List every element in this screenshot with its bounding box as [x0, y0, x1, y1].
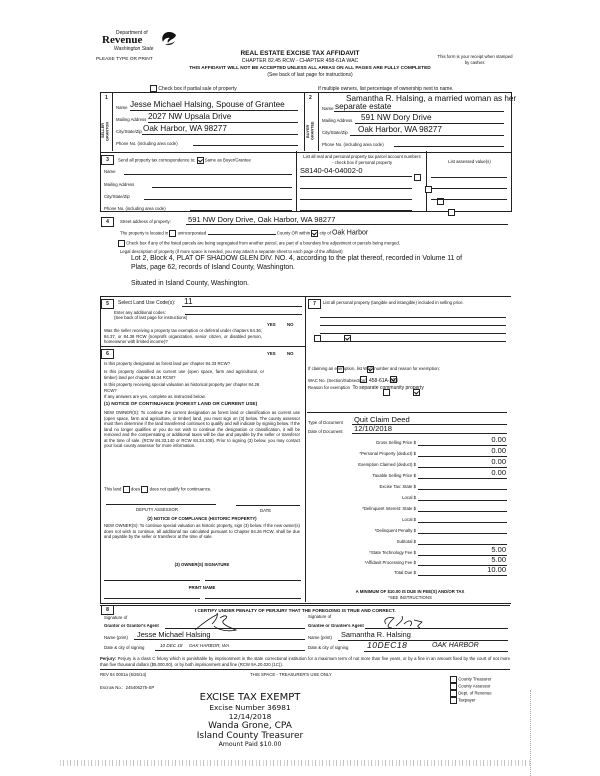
deputy-assessor-label: DEPUTY ASSESSOR — [136, 507, 178, 512]
grantee-city-field[interactable]: OAK HARBOR — [432, 642, 479, 649]
copy-county-treasurer: County Treasurer — [450, 676, 492, 683]
partial-sale-row — [150, 85, 237, 92]
grantor-name-label: Name (print) — [104, 635, 128, 640]
doc-date-field[interactable]: 12/10/2018 — [354, 424, 393, 433]
s6-if-yes: If any answers are yes, complete as instructed below. — [104, 394, 206, 399]
s5-yes-header: YES — [267, 322, 276, 327]
grantee-sig-label-1: Signature of — [308, 614, 332, 619]
assessed-value-3[interactable] — [431, 199, 507, 200]
partial-sale-label: Check box if partial sale of property — [158, 85, 237, 92]
city-checkbox[interactable] — [311, 230, 318, 237]
land-use-label: Select Land Use Code(s): — [118, 300, 176, 306]
page-edge — [530, 690, 531, 776]
additional-codes-field[interactable] — [185, 314, 302, 315]
s6-no-header: NO — [287, 351, 294, 356]
personal-property-line-3[interactable] — [320, 333, 506, 334]
s5-exemption-question: Was the seller receiving a property tax exemption or deferral under chapters 84.36, 84.37, or 84.38 RCW (nonprofit organization, senior citizen, or disabled person, homeowner with limited income)? — [104, 328, 262, 344]
send-correspondence-label: Send all property tax correspondence to: Same as Buyer/Grantee — [118, 157, 251, 163]
stamp-date: 12/14/2018 — [228, 711, 272, 721]
land-qualify-row: This land does does not qualify for continuance. — [104, 486, 212, 492]
legal-line-2: Plats, page 62, records of Island County, Washington. — [131, 264, 295, 271]
instructions-note: (See back of last page for instructions) — [267, 72, 353, 78]
grantor-date-city-field[interactable]: 10 DEC 18 OAK HARBOR, WA — [160, 643, 230, 648]
parcel-4[interactable] — [300, 210, 412, 211]
amount-label-subtotal: Subtotal $ — [396, 539, 416, 544]
escrow-number: 245406275-SP — [125, 685, 155, 690]
seller-address-field[interactable]: 2027 NW Upsala Drive — [148, 112, 232, 121]
county-field[interactable] — [208, 234, 276, 235]
grantee-name-label: Name (print) — [308, 635, 332, 640]
parcel-2[interactable] — [300, 188, 412, 189]
amount-excise-state[interactable] — [418, 489, 507, 490]
buyer-grantee-label: BUYER GRANTEE — [306, 121, 315, 141]
county-assessor-checkbox[interactable] — [450, 683, 457, 690]
land-use-field[interactable]: 11 — [184, 297, 193, 306]
perjury-note: Perjury: Perjury is a class C felony which is punishable by imprisonment in the state correctional institution for a maximum term of not more than five years, or by a fine in an amount fixed by the court of not more than five thousand dollars ($5,000.00), or by both imprisonment and fine (RCW 9A.20.020 (1C)). — [100, 656, 510, 667]
section3-number: 3 — [101, 155, 114, 165]
owner-print-line-2[interactable] — [205, 598, 301, 599]
buyer-address-field[interactable]: 591 NW Dory Drive — [361, 113, 432, 122]
send-address-field[interactable] — [152, 187, 292, 188]
doc-type-label: Type of Document — [308, 420, 343, 425]
stamp-exempt: EXCISE TAX EXEMPT — [199, 692, 301, 703]
receipt-note: This form is your receipt when stamped by cashier. — [437, 54, 513, 65]
form-chapter: CHAPTER 82.45 RCW - CHAPTER 458-61A WAC — [241, 58, 359, 64]
owner-print-line-1[interactable] — [104, 598, 200, 599]
treasurer-use-label: THIS SPACE - TREASURER'S USE ONLY — [250, 672, 332, 677]
grantee-date-field[interactable]: 10DEC18 — [367, 640, 408, 650]
seller-city-label: City/State/Zip — [116, 129, 142, 134]
grantee-signature — [378, 612, 428, 632]
copy-county-assessor: County Assessor — [450, 683, 492, 690]
amount-total[interactable]: 10.00 — [487, 565, 506, 574]
grantor-name-field[interactable]: Jesse Michael Halsing — [137, 630, 211, 639]
amount-label-processing-fee: *Affidavit Processing Fee $ — [364, 560, 416, 565]
section7-number: 7 — [308, 299, 321, 309]
buyer-name-line2[interactable]: separate estate — [335, 102, 392, 111]
personal-property-line-4[interactable] — [320, 341, 506, 342]
buyer-city-field[interactable]: Oak Harbor, WA 98277 — [358, 125, 442, 134]
segregated-row: Check box if any of the listed parcels are being segregated from another parcel, are part of a boundary line adjustment or parcels being merged. — [118, 240, 513, 247]
amount-label-taxable: Taxable Selling Price $ — [372, 473, 416, 478]
seller-name-label: Name — [116, 105, 128, 110]
amount-exemption[interactable]: 0.00 — [491, 457, 506, 466]
parcel-4-personal-checkbox[interactable] — [448, 209, 455, 216]
copy-dept-revenue: Dept. of Revenue — [450, 690, 492, 697]
print-name-label: PRINT NAME — [188, 585, 216, 590]
amount-label-exemption: Exemption Claimed (deduct) $ — [358, 462, 416, 467]
s6-q3: Is this property receiving special valuation as historical property per chapter 84.26 RCW? — [104, 382, 260, 393]
owner-signature-line-1[interactable] — [104, 580, 200, 581]
additional-codes-label: Enter any additional codes: — [114, 310, 166, 315]
section6-number: 6 — [101, 349, 114, 359]
section8-number: 8 — [101, 605, 114, 615]
parcel-1-personal-checkbox[interactable] — [414, 174, 421, 181]
section1-number: 1 — [105, 95, 108, 101]
partial-sale-checkbox[interactable] — [150, 85, 157, 92]
amount-label-delinquent-penalty: *Delinquent Penalty $ — [374, 528, 416, 533]
personal-property-label: List all personal property (tangible and intangible) included in selling price. — [323, 300, 464, 305]
amount-label-delinquent-interest-local: Local $ — [402, 517, 416, 522]
amount-taxable[interactable]: 0.00 — [491, 468, 506, 477]
see-instructions-note: *SEE INSTRUCTIONS — [388, 595, 432, 600]
amount-delinquent-interest-state[interactable] — [418, 511, 507, 512]
treasurer-stamp — [170, 692, 330, 748]
amount-label-personal: *Personal Property (deduct) $ — [359, 451, 416, 456]
segregated-checkbox[interactable] — [118, 240, 125, 247]
amount-processing-fee[interactable]: 5.00 — [491, 555, 506, 564]
assessed-value-1[interactable] — [431, 177, 507, 178]
multiple-owners-note: If multiple owners, list percentage of ownership next to name. — [318, 86, 454, 92]
additional-codes-note: (See back of last page for instructions) — [114, 315, 188, 320]
buyer-phone-field[interactable] — [394, 146, 504, 147]
revenue-wordmark: Revenue — [102, 34, 143, 46]
minimum-due-note: A MINIMUM OF $10.00 IS DUE IN FEE(S) AND/OR TAX — [355, 589, 465, 594]
grantor-date-label: Date & city of signing — [104, 645, 145, 650]
parcel-3[interactable] — [300, 199, 412, 200]
grantee-date-label: Date & city of signing — [308, 645, 349, 650]
buyer-city-label: City/State/Zip — [322, 130, 348, 135]
city-field[interactable]: Oak Harbor — [332, 229, 369, 237]
amount-excise-local[interactable] — [418, 500, 507, 501]
send-phone-field[interactable] — [190, 210, 292, 211]
stamp-amount-paid: Amount Paid $10.00 — [218, 741, 282, 748]
amount-gross[interactable]: 0.00 — [491, 435, 506, 444]
buyer-name-label: Name — [322, 106, 334, 111]
seller-phone-label: Phone No. (including area code) — [116, 141, 178, 146]
amount-personal[interactable]: 0.00 — [491, 446, 506, 455]
seller-grantor-label: SELLER GRANTOR — [101, 121, 110, 141]
notice2-title: (2) NOTICE OF COMPLIANCE (HISTORIC PROPERTY) — [147, 516, 257, 521]
washington-state-label: Washington State — [114, 46, 154, 52]
doc-date-label: Date of Document — [308, 429, 343, 434]
copy-taxpayer: Taxpayer — [450, 697, 492, 704]
street-address-label: Street address of property: — [120, 219, 171, 224]
grantor-sig-label-1: Signature of — [104, 615, 128, 620]
amount-label-excise-state: Excise Tax: State $ — [379, 484, 416, 489]
grantor-sig-label-2: Grantor or Grantor's Agent — [104, 623, 159, 628]
seller-address-label: Mailing Address — [116, 117, 147, 122]
certify-statement: I CERTIFY UNDER PENALTY OF PERJURY THAT THE FOREGOING IS TRUE AND CORRECT. — [195, 608, 396, 613]
send-name-label: Name — [104, 169, 116, 174]
dept-revenue-checkbox[interactable] — [450, 690, 457, 697]
notice2-text: NEW OWNER(S): To continue special valuation as historic property, sign (3) below. If the new owner(s) does not wish to continue, all additional tax calculated pursuant to Chapter 84.26 RCW, shall be due and payable by the seller or transferor at the time of sale. — [104, 523, 300, 539]
amount-delinquent-penalty[interactable] — [418, 533, 507, 534]
reason-field[interactable]: To separate community property — [352, 385, 424, 391]
s6-yes-header: YES — [267, 351, 276, 356]
amount-label-delinquent-interest-state: *Delinquent Interest: State $ — [362, 506, 416, 511]
assessor-date-line[interactable] — [236, 505, 300, 506]
form-title: REAL ESTATE EXCISE TAX AFFIDAVIT — [240, 50, 360, 57]
owners-signature-label: (3) OWNER(S) SIGNATURE — [174, 562, 230, 567]
dor-logo — [102, 30, 192, 54]
send-phone-label: Phone No. (including area code) — [104, 206, 166, 211]
wac-field[interactable]: 458-61A-203 — [368, 378, 398, 384]
personal-property-line-2[interactable] — [320, 325, 506, 326]
seller-city-field[interactable]: Oak Harbor, WA 98277 — [143, 124, 227, 133]
section4-number: 4 — [101, 217, 114, 227]
amount-label-excise-local: Local $ — [402, 495, 416, 500]
copy-distribution — [450, 676, 492, 704]
buyer-phone-label: Phone No. (including area code) — [322, 142, 384, 147]
buyer-address-label: Mailing Address — [322, 118, 353, 123]
s6-q2: Is this property classified as current use (open space, farm and agricultural, or timber) land per chapter 84.34 RCW? — [104, 369, 264, 380]
send-name-field[interactable] — [124, 174, 292, 175]
send-city-field[interactable] — [144, 199, 292, 200]
notice1-title: (1) NOTICE OF CONTINUANCE (FOREST LAND OR CURRENT USE) — [104, 402, 258, 407]
amount-label-gross: Gross Selling Price $ — [375, 440, 416, 445]
seller-name-field[interactable]: Jesse Michael Halsing, Spouse of Grantee — [130, 100, 285, 109]
amount-label-total: Total Due $ — [394, 570, 416, 575]
reason-row: Reason for exemption To separate community property — [308, 385, 424, 391]
owner-signature-line-2[interactable] — [205, 580, 301, 581]
taxpayer-checkbox[interactable] — [450, 697, 457, 704]
dor-swirl-icon — [160, 30, 178, 48]
located-row: The property is located in unincorporated County OR within city of Oak Harbor — [120, 229, 369, 237]
send-city-label: City/State/Zip — [104, 194, 130, 199]
stamp-excise-number: Excise Number 36981 — [209, 703, 291, 712]
does-not-qualify-checkbox[interactable] — [141, 486, 148, 493]
s5-no-header: NO — [287, 322, 294, 327]
street-address-field[interactable]: 591 NW Dory Drive, Oak Harbor, WA 98277 — [188, 215, 336, 224]
doc-type-field[interactable]: Quit Claim Deed — [354, 415, 410, 424]
personal-property-line-1[interactable] — [320, 317, 506, 318]
send-address-label: Mailing Address — [104, 182, 135, 187]
does-qualify-checkbox[interactable] — [123, 486, 130, 493]
unincorporated-checkbox[interactable] — [169, 230, 176, 237]
assessed-header: List assessed value(s) — [448, 159, 491, 164]
parcel-header: List all real and personal property tax parcel account numbers - check box if personal property — [303, 154, 421, 165]
parcel-1[interactable]: S8140-04-04002-0 — [300, 166, 363, 175]
assessor-date-label: DATE — [260, 508, 272, 513]
please-type-label: PLEASE TYPE OR PRINT — [96, 57, 153, 62]
scan-artifact — [60, 760, 530, 766]
same-as-buyer-checkbox[interactable] — [197, 157, 204, 164]
notice1-text: NEW OWNER(S): To continue the current designation as forest land or classification as current use (open space, farm and agriculture, or timber) land, you must sign on (3) below. The county assessor must then determine if the land transferred continues to qualify and will indicate by signing below. If the land no longer qualifies or you do not wish to continue the designation or classification, it will be removed and the compensating or additional taxes will be due and payable by the seller or transferor at the time of sale. (RCW 84.33.140 or RCW 84.34.108). Prior to signing (3) below, you may contact your local county assessor for more information. — [104, 410, 300, 448]
exemption-claim-label: If claiming an exemption, list WAC number and reason for exemption: — [308, 366, 440, 371]
buyer-name-line1[interactable]: Samantha R. Halsing, a married woman as her — [346, 94, 517, 103]
legal-description-label: Legal description of property (if more space is needed, you may attach a separate sheet to each page of the affidavit) — [120, 249, 343, 254]
amount-label-tech-fee: *State Technology Fee $ — [369, 550, 416, 555]
amount-delinquent-interest-local[interactable] — [418, 522, 507, 523]
legal-line-3: Situated in Island County, Washington. — [131, 280, 249, 287]
stamp-treasurer-name: Wanda Grone, CPA — [208, 721, 292, 731]
seller-phone-field[interactable] — [193, 145, 298, 146]
grantee-sig-label-2: Grantee or Grantee's Agent — [308, 623, 364, 628]
dept-of-label: Department of — [116, 30, 148, 36]
assessed-value-2[interactable] — [431, 188, 507, 189]
s6-q1: Is this property designated as forest land per chapter 84.33 RCW? — [104, 361, 231, 366]
grantee-name-field[interactable]: Samantha R. Halsing — [341, 630, 411, 639]
amount-tech-fee[interactable]: 5.00 — [491, 545, 506, 554]
deputy-assessor-line[interactable] — [106, 504, 216, 505]
county-treasurer-checkbox[interactable] — [450, 676, 457, 683]
legal-line-1: Lot 2, Block 4, PLAT OF SHADOW GLEN DIV. NO. 4, according to the plat thereof, recorded in Volume 11 of — [131, 255, 463, 262]
form-revision: REV 84 0001a (6/26/14) — [100, 672, 147, 677]
escrow-row: Escrow No.: 245406275-SP — [100, 685, 155, 690]
section5-number: 5 — [101, 299, 114, 309]
section2-number: 2 — [309, 95, 312, 101]
wac-row: WAC No. (Section/Subsection) 458-61A-203 — [308, 378, 398, 384]
stamp-office: Island County Treasurer — [196, 731, 304, 741]
warning-banner: THIS AFFIDAVIT WILL NOT BE ACCEPTED UNLESS ALL AREAS ON ALL PAGES ARE FULLY COMPLETED — [189, 66, 431, 71]
